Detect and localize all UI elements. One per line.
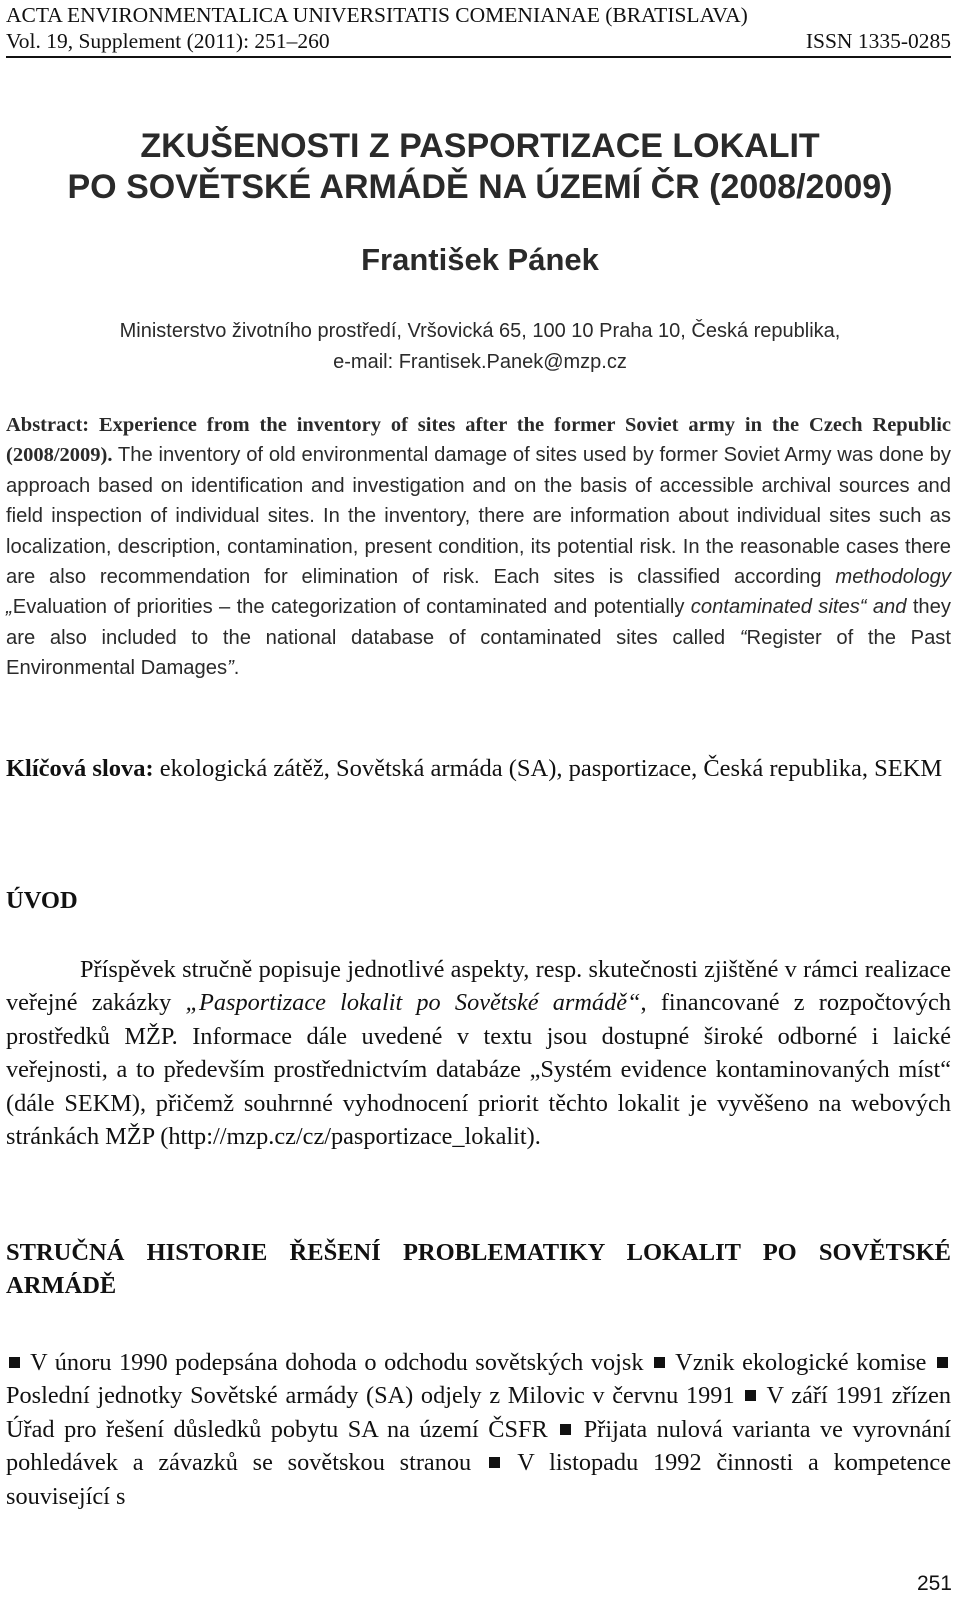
volume-line xyxy=(6,28,951,54)
intro-text-2: , financované z rozpočtových prostředků MŽP. Informace dále uvedené v textu jsou dostupné široké odborné i laické veřejnosti, a to především prostřednictvím databáze „Systém evidence kontaminovaných míst“ (dále SEKM), přičemž souhrnné vyhodnocení priorit těchto lokalit je vyvěšeno na webových stránkách MŽP (http://mzp.cz/cz/pasportizace_lokalit). xyxy=(6,989,951,1151)
bullet-square-icon xyxy=(937,1357,948,1368)
abstract-italic-2: contaminated sites“ and xyxy=(690,596,907,619)
abstract-italic-1: methodology „ xyxy=(6,566,951,619)
journal-name: ACTA ENVIRONMENTALICA UNIVERSITATIS COMENIANAE (BRATISLAVA) xyxy=(6,3,748,27)
author-name: František Pánek xyxy=(361,242,599,277)
abstract-text-5: . xyxy=(233,657,240,680)
abstract-text-4: Register of the Past Environmental Damages xyxy=(6,626,951,680)
header-rule xyxy=(6,56,951,58)
intro-paragraph xyxy=(6,953,951,1153)
section-heading-intro: ÚVOD xyxy=(6,887,78,914)
abstract-text-2: Evaluation of priorities – the categorization of contaminated and potentially xyxy=(12,596,691,619)
abstract-text-1: The inventory of old environmental damage of sites used by former Soviet Army was done by approach based on identification and investigation and on the basis of accessible archival sources and field inspection of individual sites. In the inventory, there are information about individual sites such as localization, description, contamination, present condition, its potential risk. In the reasonable cases there are also recommendation for elimination of risk. Each sites is classified according xyxy=(6,444,951,589)
bullet-square-icon xyxy=(560,1424,571,1435)
abstract-lead: Abstract: Experience from the inventory of sites after the former Soviet army in the Czech Republic (2008/2009). xyxy=(6,414,951,467)
volume-info: Vol. 19, Supplement (2011): 251–260 xyxy=(6,29,330,53)
history-item: V září 1991 zřízen Úřad pro řešení důsledků pobytu SA na území ČSFR xyxy=(6,1382,951,1443)
intro-text-1: Příspěvek stručně popisuje jednotlivé aspekty, resp. skutečnosti zjištěné v rámci realizace veřejné zakázky xyxy=(6,956,951,1017)
author-email: e-mail: Frantisek.Panek@mzp.cz xyxy=(333,351,627,373)
history-item: Vznik ekologické komise xyxy=(668,1349,934,1376)
issn: ISSN 1335-0285 xyxy=(805,29,951,53)
keywords-text: ekologická zátěž, Sovětská armáda (SA), pasportizace, Česká republika, SEKM xyxy=(153,755,943,782)
affiliation-address: Ministerstvo životního prostředí, Vršovická 65, 100 10 Praha 10, Česká republika, xyxy=(119,320,841,342)
keywords-label: Klíčová slova: xyxy=(6,755,154,782)
section-heading-history: STRUČNÁ HISTORIE ŘEŠENÍ PROBLEMATIKY LOKALIT PO SOVĚTSKÉ ARMÁDĚ xyxy=(6,1239,951,1299)
paper-title-line-1: ZKUŠENOSTI Z PASPORTIZACE LOKALIT xyxy=(140,127,820,165)
history-item: Poslední jednotky Sovětské armády (SA) odjely z Milovic v červnu 1991 xyxy=(6,1382,743,1410)
bullet-square-icon xyxy=(654,1357,665,1368)
history-item: V únoru 1990 podepsána dohoda o odchodu sovětských vojsk xyxy=(23,1349,652,1376)
abstract-italic-3: “ xyxy=(739,626,747,649)
author-affiliation xyxy=(0,316,960,378)
page-number: 251 xyxy=(916,1572,952,1595)
abstract-text-3: they are also included to the national database of contaminated sites called xyxy=(6,596,951,649)
abstract-italic-4: ” xyxy=(227,657,234,680)
bullet-square-icon xyxy=(9,1357,20,1368)
paper-title-line-2: PO SOVĚTSKÉ ARMÁDĚ NA ÚZEMÍ ČR (2008/2009) xyxy=(67,168,893,206)
intro-italic: „Pasportizace lokalit po Sovětské armádě“ xyxy=(185,989,641,1017)
history-item: V listopadu 1992 činnosti a kompetence související s xyxy=(6,1449,951,1510)
bullet-square-icon xyxy=(745,1390,756,1401)
abstract xyxy=(6,410,951,684)
history-item: Přijata nulová varianta ve vyrovnání pohledávek a závazků se sovětskou stranou xyxy=(6,1415,951,1477)
keywords xyxy=(6,752,951,785)
bullet-square-icon xyxy=(489,1457,500,1468)
history-paragraph xyxy=(6,1346,951,1513)
